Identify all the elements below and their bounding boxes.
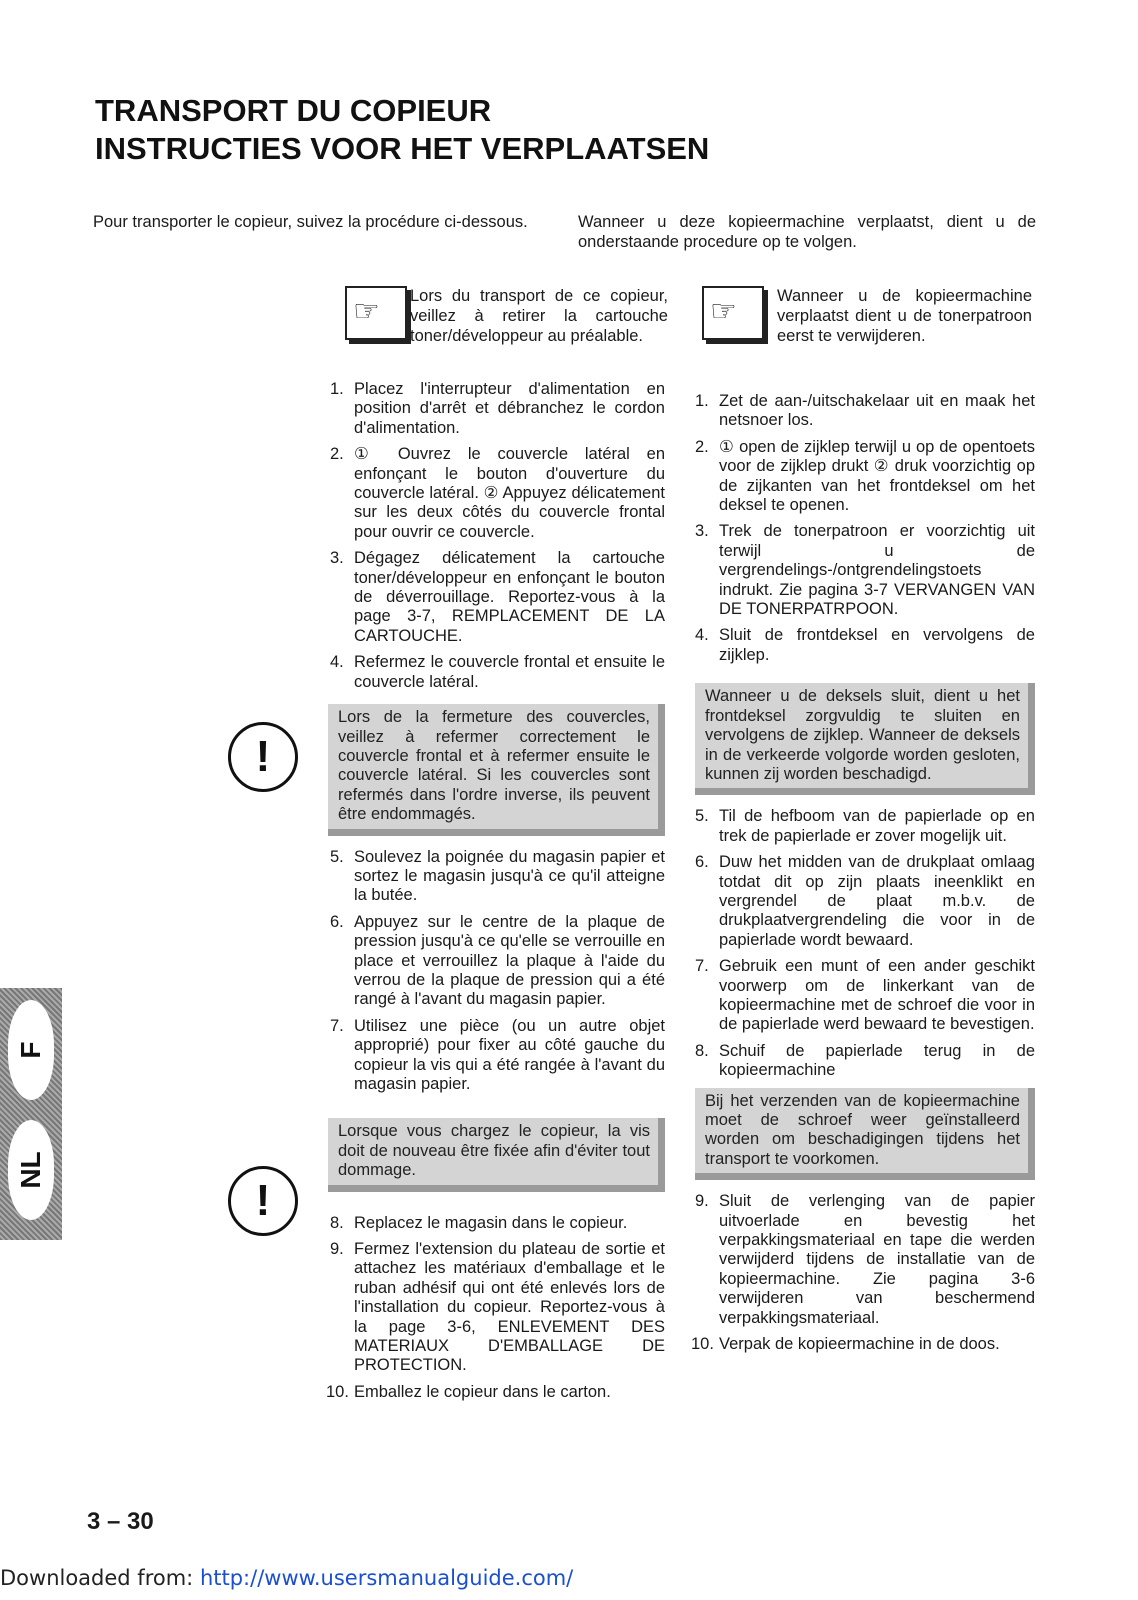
step-item <box>326 1382 665 1402</box>
column-nl <box>691 392 1035 1361</box>
step-item <box>695 1042 1035 1081</box>
warning-box-fr-2: Lorsque vous chargez le copieur, la vis doit de nouveau être fixée afin d'éviter tout dommage. <box>328 1118 665 1191</box>
footer-link[interactable]: http://www.usersmanualguide.com/ <box>199 1566 574 1590</box>
step-item <box>330 653 665 692</box>
step-number: 7. <box>695 957 709 976</box>
title-line-nl: INSTRUCTIES VOOR HET VERPLAATSEN <box>95 131 710 166</box>
step-number: 1. <box>695 392 709 410</box>
step-number: 10. <box>326 1382 349 1401</box>
step-number: 5. <box>695 807 709 826</box>
steps-fr-b <box>330 848 665 1095</box>
step-text: Refermez le couvercle frontal et ensuite le couvercle latéral. <box>354 653 665 691</box>
step-text: Emballez le copieur dans le carton. <box>354 1382 611 1401</box>
pointing-hand-icon: ☞ <box>345 286 407 340</box>
step-number: 3. <box>695 522 709 541</box>
step-text: Replacez le magasin dans le copieur. <box>354 1213 628 1232</box>
step-text: Sluit de verlenging van de papier uitvoerlade en bevestig het verpakkingsmateriaal en tape die werden verwijderd tijdens de installatie van de kopieermachine. Zie pagina 3-6 verwijderen van beschermend verpakkingsmateriaal. <box>719 1192 1035 1327</box>
step-number: 3. <box>330 549 344 568</box>
step-number: 4. <box>695 626 709 645</box>
step-number: 2. <box>330 445 344 464</box>
steps-nl-c <box>691 1192 1035 1354</box>
step-text: Placez l'interrupteur d'alimentation en position d'arrêt et débranchez le cordon d'alimentation. <box>354 380 665 437</box>
step-text: Schuif de papierlade terug in de kopieermachine <box>719 1041 1035 1080</box>
footer-prefix: Downloaded from: <box>0 1566 200 1590</box>
warning-box-nl-1: Wanneer u de deksels sluit, dient u het frontdeksel zorgvuldig te sluiten en vervolgens de zijklep. Wanneer de deksels in de verkeerde volgorde worden gesloten, kunnen zij worden beschadigd. <box>695 683 1035 795</box>
step-text: Til de hefboom van de papierlade op en trek de papierlade er zover mogelijk uit. <box>719 807 1035 845</box>
column-fr <box>326 380 665 1409</box>
step-item <box>330 445 665 542</box>
step-text: ① open de zijklep terwijl u op de opentoets voor de zijklep drukt ② druk voorzichtig op de zijkanten van het frontdeksel om het deksel te openen. <box>719 437 1035 515</box>
pointing-hand-icon: ☞ <box>702 286 764 340</box>
step-text: Utilisez une pièce (ou un autre objet approprié) pour fixer au côté gauche du copieur la vis qui a été rangée à l'avant du magasin papier. <box>354 1016 665 1093</box>
step-text: Trek de tonerpatroon er voorzichtig uit terwijl u de vergrendelings-/ontgrendelingstoets indrukt. Zie pagina 3-7 VERVANGEN VAN DE TONERPATRPOON. <box>719 522 1035 619</box>
step-number: 8. <box>330 1213 344 1232</box>
step-number: 9. <box>330 1240 344 1259</box>
page-number: 3 – 30 <box>87 1508 154 1535</box>
step-number: 9. <box>695 1192 709 1211</box>
step-text: Zet de aan-/uitschakelaar uit en maak het netsnoer los. <box>719 392 1035 430</box>
step-number: 5. <box>330 847 344 866</box>
step-item <box>330 549 665 646</box>
step-item <box>695 522 1035 619</box>
step-number: 2. <box>695 437 709 456</box>
step-number: 1. <box>330 380 344 398</box>
step-number: 6. <box>330 912 344 931</box>
step-number: 8. <box>695 1041 709 1060</box>
step-text: Dégagez délicatement la cartouche toner/développeur en enfonçant le bouton de déverrouillage. Reportez-vous à la page 3-7, REMPLACEMENT DE LA CARTOUCHE. <box>354 549 665 645</box>
step-item <box>695 957 1035 1035</box>
note-nl: Wanneer u de kopieermachine verplaatst dient u de tonerpatroon eerst te verwijderen. <box>777 287 1032 345</box>
steps-nl-a <box>695 392 1035 665</box>
step-item <box>330 380 665 438</box>
step-item <box>695 853 1035 950</box>
download-footer <box>0 1566 573 1590</box>
step-text: Verpak de kopieermachine in de doos. <box>719 1335 1000 1354</box>
caution-icon: ! <box>228 722 298 792</box>
step-text: Sluit de frontdeksel en vervolgens de zijklep. <box>719 626 1035 664</box>
step-item <box>330 848 665 906</box>
caution-icon: ! <box>228 1166 298 1236</box>
step-item <box>695 626 1035 665</box>
step-item <box>691 1335 1035 1354</box>
step-item <box>330 1214 665 1233</box>
step-number: 4. <box>330 653 344 672</box>
step-number: 6. <box>695 853 709 872</box>
step-item <box>695 438 1035 516</box>
side-tab-letter-nl: NL <box>15 1151 46 1189</box>
step-text: Gebruik een munt of een ander geschikt voorwerp om de linkerkant van de kopieermachine met de schroef die voor in de papierlade werd bewaard te bevestigen. <box>719 957 1035 1034</box>
step-text: Soulevez la poignée du magasin papier et sortez le magasin jusqu'à ce qu'il atteigne la butée. <box>354 847 665 905</box>
warning-box-nl-2: Bij het verzenden van de kopieermachine moet de schroef weer geïnstalleerd worden om beschadigingen tijdens het transport te voorkomen. <box>695 1088 1035 1181</box>
intro-nl: Wanneer u deze kopieermachine verplaatst, dient u de onderstaande procedure op te volgen. <box>578 213 1036 251</box>
steps-fr-c <box>326 1213 665 1403</box>
step-item <box>695 807 1035 846</box>
step-text: Fermez l'extension du plateau de sortie et attachez les matériaux d'emballage et le ruban adhésif qui ont été enlevés lors de l'installation du copieur. Reportez-vous à la page 3-6, ENLEVEMENT DES MATERIAUX D'EMBALLAGE DE PROTECTION. <box>354 1240 665 1375</box>
step-text: Appuyez sur le centre de la plaque de pression jusqu'à ce qu'elle se verrouille en place et verrouillez la plaque à l'aide du verrou de la plaque de pression qui a été rangé à l'avant du magasin papier. <box>354 912 665 1009</box>
step-number: 10. <box>691 1335 714 1354</box>
page-title <box>95 92 709 168</box>
step-item <box>330 1017 665 1095</box>
step-item <box>695 1192 1035 1328</box>
step-number: 7. <box>330 1016 344 1035</box>
step-item <box>330 1240 665 1376</box>
steps-fr-a <box>330 380 665 692</box>
warning-box-fr-1: Lors de la fermeture des couvercles, veillez à refermer correctement le couvercle frontal et à refermer ensuite le couvercle latéral. Si les couvercles sont refermés dans l'ordre inverse, ils peuvent être endommagés. <box>328 704 665 835</box>
note-fr: Lors du transport de ce copieur, veillez à retirer la cartouche toner/développeur au préalable. <box>410 287 668 345</box>
side-tab-letter-f: F <box>15 1041 46 1059</box>
step-item <box>695 392 1035 431</box>
title-line-fr: TRANSPORT DU COPIEUR <box>95 93 492 128</box>
step-text: ① Ouvrez le couvercle latéral en enfonçant le bouton d'ouverture du couvercle latéral. ② Appuyez délicatement sur les deux côtés du couvercle frontal pour ouvrir ce couvercle. <box>354 445 665 541</box>
intro-fr: Pour transporter le copieur, suivez la procédure ci-dessous. <box>93 213 528 231</box>
step-text: Duw het midden van de drukplaat omlaag totdat dit op zijn plaats ineenklikt en vergrendel de plaat m.b.v. de drukplaatvergrendeling die voor in de papierlade wordt bewaard. <box>719 853 1035 949</box>
step-item <box>330 913 665 1010</box>
steps-nl-b <box>695 807 1035 1080</box>
